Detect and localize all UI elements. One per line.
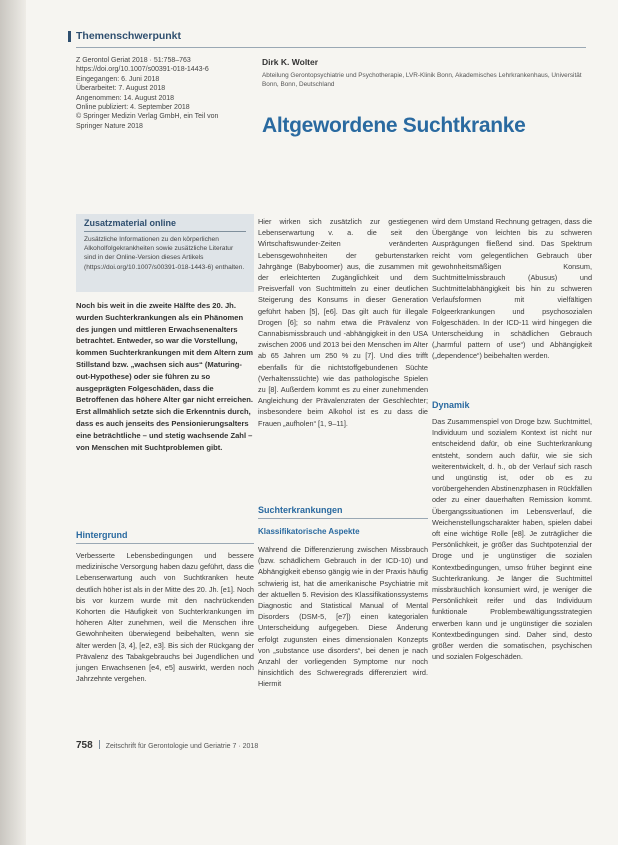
subheading-klassifikation: Klassifikatorische Aspekte xyxy=(258,527,360,536)
meta-line: Online publiziert: 4. September 2018 xyxy=(76,104,190,112)
supplement-text: Zusätzliche Informationen zu den körperlichen Alkoholfolgekrankheiten sowie zusätzliche Literatur sind in der Online-Version dieses Artikels (https://doi.org/10.1007/s00391-018-1443-6) enthalten. xyxy=(84,236,245,271)
supplement-rule xyxy=(84,231,246,232)
meta-line: Z Gerontol Geriat 2018 · 51:758–763 xyxy=(76,57,191,64)
heading-rule xyxy=(76,543,254,544)
page-gutter-shadow xyxy=(0,0,26,845)
heading-hintergrund: Hintergrund xyxy=(76,530,128,540)
journal-name: Zeitschrift für Gerontologie und Geriatrie 7 · 2018 xyxy=(105,743,259,750)
meta-line: Springer Nature 2018 xyxy=(76,122,143,130)
heading-suchterkrankungen: Suchterkrankungen xyxy=(258,505,343,515)
meta-line: Überarbeitet: 7. August 2018 xyxy=(76,85,166,93)
body-col3-part1: wird dem Umstand Rechnung getragen, dass die Übergänge von leichten bis zu schweren Ausprägungen fließend sind. Das Spektrum reicht vom gelegentlichen Gebrauch über gewohnheitsmäßigen Konsum, Suchtmittelmissbrauch (Abusus) und Suchtmittelabhängigkeit bis hin zu schweren Verlaufsformen mit vielfältigen Folgeerkrankungen und psychosozialen Folgeschäden. In der ICD-11 wird hingegen die Unterscheidung in schädlichen Gebrauch („harmful pattern of use“) und Abhängigkeit („dependence“) beibehalten werden. xyxy=(432,217,592,361)
supplement-title: Zusatzmaterial online xyxy=(84,218,177,228)
page-number: 758 xyxy=(76,740,93,751)
page-footer xyxy=(76,740,258,751)
abstract: Noch bis weit in die zweite Hälfte des 20. Jh. wurden Suchterkrankungen als ein Phänomen des jungen und mittleren Erwachsenenalters betrachtet. Entweder, so war die Vorstellung, kommen Suchterkrankungen mit dem Altern zum Stillstand bzw. „wachsen sich aus“ (Maturing-out-Hypothese) oder sie führen zu so ausgeprägten Folgeschäden, dass die Betroffenen das höhere Alter gar nicht erreichen. Erst allmählich setzte sich die Erkenntnis durch, dass es auch jenseits des Pensionierungsalters eine beträchtliche – und stetig wachsende Zahl – von Menschen mit Suchtproblemen gibt. xyxy=(76,301,253,452)
body-col3-part2: Das Zusammenspiel von Droge bzw. Suchtmittel, Individuum und sozialem Kontext ist nicht nur entscheidend dafür, ob eine Suchterkrankung entsteht, sondern auch dafür, wie sie sich weiterentwickelt, d. h., ob der Verlauf sich rasch und ungünstig ist, oder ob es zu vorübergehenden Abstinenzphasen in Rückfällen oder zu einer dauerhaften Remission kommt. Übergangssituationen im Lebensverlauf, die Weichenstellungscharakter haben, spielen dabei oft eine wichtige Rolle [e8]. Je zuträglicher die Persönlichkeit, je größer das Suchtpotenzial der Droge und je ungünstiger die sozialen Kontextbedingungen, umso früher beginnt eine Suchterkrankung. Je länger die Suchtmittel missbräuchlich konsumiert wird, je weniger die Persönlichkeit reifer und das Individuum funktionale Problembewältigungsstrategien erwerben kann und je ungünstiger die sozialen Kontextbedingungen sind. Daher sind, desto größer werden die somatischen, psychischen und sozialen Folgeschäden. xyxy=(432,417,592,662)
body-hintergrund: Verbesserte Lebensbedingungen und bessere medizinische Versorgung haben dazu geführt, dass die Lebenserwartung auch von Suchtkranken heute deutlich höher ist als in der Mitte des 20. Jh. [e1]. Noch bis vor kurzem wurde mit den nachrückenden Kohorten die Häufigkeit von Suchterkrankungen im höheren Alter zunehmen, weil die Menschen ihre Gewohnheiten überwiegend beibehalten, wenn sie älter werden [3, 4], [e2, e3]. Bis sich der Rückgang der Prävalenz des Tabakgebrauchs bei Jugendlichen und jungen Erwachsenen [e4, e5] auswirkt, werden noch Jahrzehnte vergehen. xyxy=(76,551,254,684)
section-rule xyxy=(76,47,586,48)
footer-separator xyxy=(99,740,100,749)
author-name: Dirk K. Wolter xyxy=(262,57,319,67)
meta-line: Eingegangen: 6. Juni 2018 xyxy=(76,75,160,83)
heading-rule xyxy=(258,518,428,519)
author-affiliation: Abteilung Gerontopsychiatrie und Psychotherapie, LVR-Klinik Bonn, Akademisches Lehrkrankenhaus, Universität Bonn, Bonn, Deutschland xyxy=(262,72,582,88)
meta-line: © Springer Medizin Verlag GmbH, ein Teil von xyxy=(76,113,219,121)
article-meta xyxy=(76,56,266,131)
meta-line: https://doi.org/10.1007/s00391-018-1443-6 xyxy=(76,66,209,74)
supplement-box xyxy=(76,214,254,292)
section-tag: Themenschwerpunkt xyxy=(76,30,182,42)
meta-line: Angenommen: 14. August 2018 xyxy=(76,94,175,102)
body-col2-part1: Hier wirken sich zusätzlich zur gestiegenen Lebenserwartung v. a. die seit den Wirtschaftswunder-Zeiten veränderten Lebensgewohnheiten der geburtenstarken Jahrgänge (Babyboomer) aus, die zusammen mit der erleichterten Zugänglichkeit und dem Preisverfall von Suchtmitteln zu einer deutlichen Steigerung des Konsums in dieser Generation geführt haben [5], [e6]. Das gilt auch für illegale Drogen [6]; so nahm etwa die Prävalenz von Cannabismissbrauch und -abhängigkeit in den USA zwischen 2006 und 2013 bei den Menschen im Alter ab 65 Jahren um 250 % zu [7]. Und dies trifft ebenfalls für die nichtstoffgebundenen Süchte (Verhaltenssüchte) wie das pathologische Spielen zu [8]. Außerdem kommt es zu einer zunehmenden Angleichung der Prävalenzraten der Geschlechter; insbesondere beim Alkohol ist es zu dass die Frauen „aufholen“ [1, 9–11]. xyxy=(258,217,428,428)
heading-dynamik: Dynamik xyxy=(432,400,470,410)
body-col2-part2: Während die Differenzierung zwischen Missbrauch (bzw. schädlichem Gebrauch in der ICD-10) und Abhängigkeit ebenso gängig wie in der Praxis häufig schwierig ist, hat die amerikanische Psychiatrie mit der aktuellen 5. Revision des Klassifikationssystems Diagnostic and Statistical Manual of Mental Disorders (DSM-5, [e7]) einen kategorialen Unterscheidung aufgegeben. Diese Änderung erfolgt zugunsten eines dimensionalen Konzepts von „substance use disorders“, bei denen je nach Anzahl der vorliegenden Symptome nur noch hinsichtlich des Schweregrads differenziert wird. Hiermit xyxy=(258,545,428,689)
article-title: Altgewordene Suchtkranke xyxy=(262,114,526,137)
